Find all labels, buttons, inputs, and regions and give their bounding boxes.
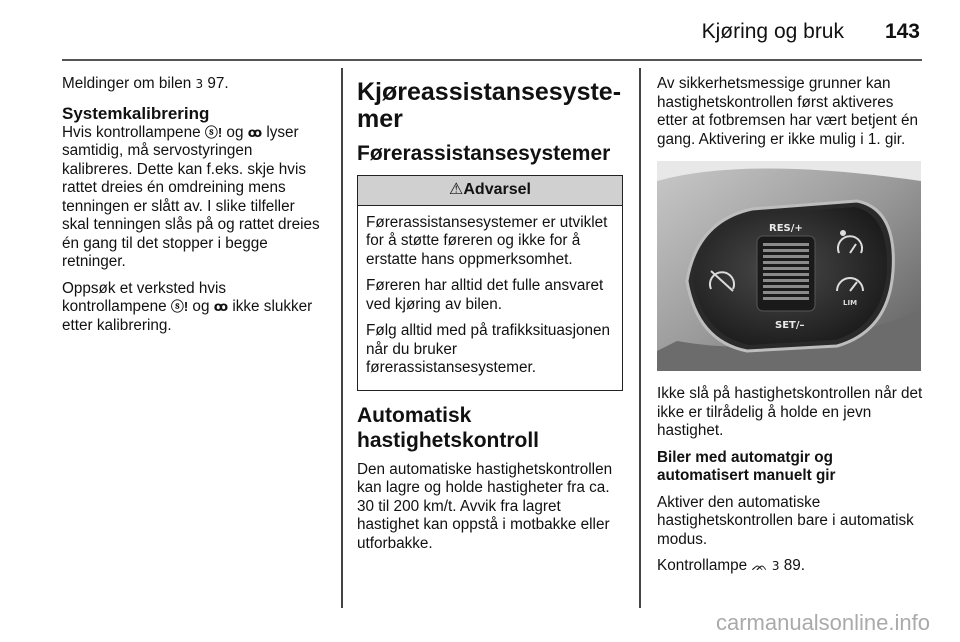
section-heading-cruise: Automatisk hastighetskontroll — [357, 403, 540, 452]
column-divider-1 — [341, 68, 343, 608]
warning-body — [358, 206, 622, 390]
automatic-gear-subheading: Biler med automatgir og automatisert manuelt gir — [657, 448, 836, 484]
cruise-text: Den automatiske hastighetskontrollen kan lagre og holde hastigheter fra ca. 30 til 200 km/t. Avvik fra lagret hastighet kan oppstå i motbakke eller utforbakke. — [357, 460, 613, 552]
warning-text: Følg alltid med på trafikksituasjonen når du bruker førerassistansesystemer. — [366, 322, 611, 376]
steering-warning-icon: ⓢ! — [204, 124, 223, 140]
warning-box — [357, 175, 623, 391]
workshop-text: Oppsøk et verksted hvis kontrollampene ⓢ! og ꝏ ikke slukker etter kalibrering. — [62, 279, 313, 334]
calibration-text: Hvis kontrollampene ⓢ! og ꝏ lyser samtidig, må servostyringen kalibreres. Dette kan f.eks. skje hvis rattet dreies én omdreining mens tenningen er slått av. I slike tilfeller skal tenningen slås på og rattet dreies én gang til det stopper i begge retninger. — [62, 123, 320, 270]
warning-text: Føreren har alltid det fulle ansvaret ved kjøring av bilen. — [366, 277, 604, 313]
steering-warning-icon: ⓢ! — [170, 299, 189, 314]
page-ref-arrow-icon: 3 — [771, 559, 780, 573]
watermark: carmanualsonline.info — [715, 610, 930, 635]
warning-icon: ⚠ — [449, 181, 464, 198]
page-header — [40, 20, 920, 50]
lim-label: LIM — [843, 299, 858, 307]
cruise-control-photo — [657, 161, 921, 371]
page-ref-arrow-icon: 3 — [195, 77, 204, 91]
cruise-indicator-icon: ᨏ — [751, 558, 768, 573]
reference-line: Meldinger om bilen 3 97. — [62, 75, 229, 92]
auto-mode-text: Aktiver den automatiske hastighetskontrollen bare i automatisk modus. — [657, 493, 914, 548]
stabilitrak-icon: ꝏ — [247, 124, 263, 140]
steady-speed-text: Ikke slå på hastighetskontrollen når det ikke er tilrådelig å holde en jevn hastighet. — [657, 385, 923, 439]
section-heading-calibration: Systemkalibrering — [62, 103, 210, 123]
chapter-heading: Kjøreassistansesyste- mer — [357, 78, 622, 133]
res-label: RES/+ — [769, 223, 803, 234]
column-2 — [357, 75, 623, 561]
set-label: SET/– — [775, 320, 805, 331]
warning-header: ⚠Advarsel — [358, 176, 622, 206]
warning-text: Førerassistansesystemer er utviklet for å støtte føreren og ikke for å erstatte hans oppmerksomhet. — [366, 213, 608, 268]
stabilitrak-icon: ꝏ — [213, 299, 229, 314]
column-divider-2 — [639, 68, 641, 608]
header-rule — [62, 59, 922, 61]
safety-text: Av sikkerhetsmessige grunner kan hastighetskontrollen først aktiveres etter at fotbremsen har vært betjent én gang. Aktivering er ikke mulig i 1. gir. — [657, 75, 919, 148]
indicator-reference: Kontrollampe ᨏ 3 89. — [657, 557, 805, 574]
chapter-title: Kjøring og bruk — [701, 20, 844, 43]
column-1 — [62, 75, 326, 343]
column-3 — [657, 75, 923, 584]
section-heading-assist: Førerassistansesystemer — [357, 142, 611, 165]
page-number: 143 — [884, 20, 920, 43]
